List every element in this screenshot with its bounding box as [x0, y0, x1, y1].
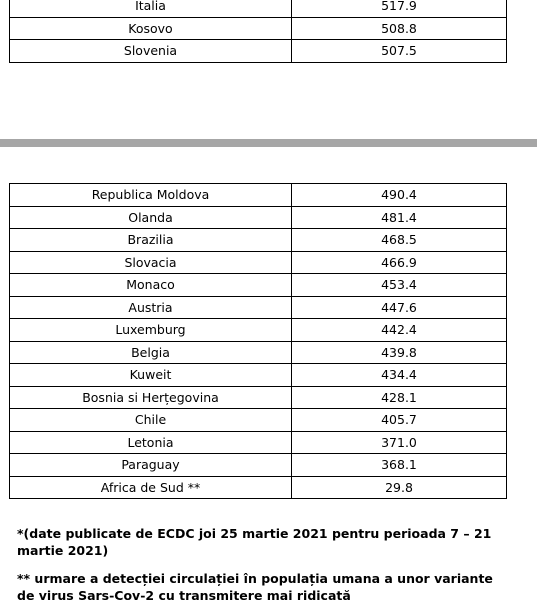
table-row [10, 251, 507, 274]
incidence-table [9, 183, 507, 499]
country-cell: Kosovo [10, 17, 292, 40]
table-row [10, 454, 507, 477]
country-cell: Letonia [10, 431, 292, 454]
value-cell: 439.8 [292, 341, 507, 364]
table-row [10, 0, 507, 17]
table-row [10, 40, 507, 63]
country-cell: Paraguay [10, 454, 292, 477]
table-row [10, 476, 507, 499]
value-cell: 29.8 [292, 476, 507, 499]
table-row [10, 431, 507, 454]
value-cell: 371.0 [292, 431, 507, 454]
value-cell: 466.9 [292, 251, 507, 274]
country-cell: Monaco [10, 274, 292, 297]
value-cell: 434.4 [292, 364, 507, 387]
table-row [10, 341, 507, 364]
table-row [10, 206, 507, 229]
table-row [10, 274, 507, 297]
table-row [10, 319, 507, 342]
country-cell: Austria [10, 296, 292, 319]
country-cell: Olanda [10, 206, 292, 229]
horizontal-separator [0, 139, 537, 147]
table-row [10, 409, 507, 432]
country-cell: Chile [10, 409, 292, 432]
country-cell: Belgia [10, 341, 292, 364]
table-row [10, 229, 507, 252]
table-row [10, 364, 507, 387]
country-cell: Republica Moldova [10, 184, 292, 207]
value-cell: 405.7 [292, 409, 507, 432]
value-cell: 428.1 [292, 386, 507, 409]
table-row [10, 17, 507, 40]
table-row [10, 184, 507, 207]
value-cell: 517.9 [292, 0, 507, 17]
value-cell: 490.4 [292, 184, 507, 207]
footnote-source: *(date publicate de ECDC joi 25 martie 2021 pentru perioada 7 – 21 martie 2021) [17, 526, 492, 558]
country-cell: Brazilia [10, 229, 292, 252]
country-cell: Kuweit [10, 364, 292, 387]
table-row [10, 296, 507, 319]
value-cell: 442.4 [292, 319, 507, 342]
country-cell: Italia [10, 0, 292, 17]
top-data-table [9, 0, 507, 63]
footnote-variants: ** urmare a detecției circulației în populația umana a unor variante de virus Sars-Cov-2 cu transmitere mai ridicată [17, 571, 493, 603]
value-cell: 507.5 [292, 40, 507, 63]
value-cell: 368.1 [292, 454, 507, 477]
value-cell: 481.4 [292, 206, 507, 229]
country-cell: Africa de Sud ** [10, 476, 292, 499]
country-cell: Slovacia [10, 251, 292, 274]
value-cell: 468.5 [292, 229, 507, 252]
value-cell: 447.6 [292, 296, 507, 319]
value-cell: 508.8 [292, 17, 507, 40]
table-row [10, 386, 507, 409]
country-cell: Luxemburg [10, 319, 292, 342]
country-cell: Bosnia si Herțegovina [10, 386, 292, 409]
country-cell: Slovenia [10, 40, 292, 63]
value-cell: 453.4 [292, 274, 507, 297]
